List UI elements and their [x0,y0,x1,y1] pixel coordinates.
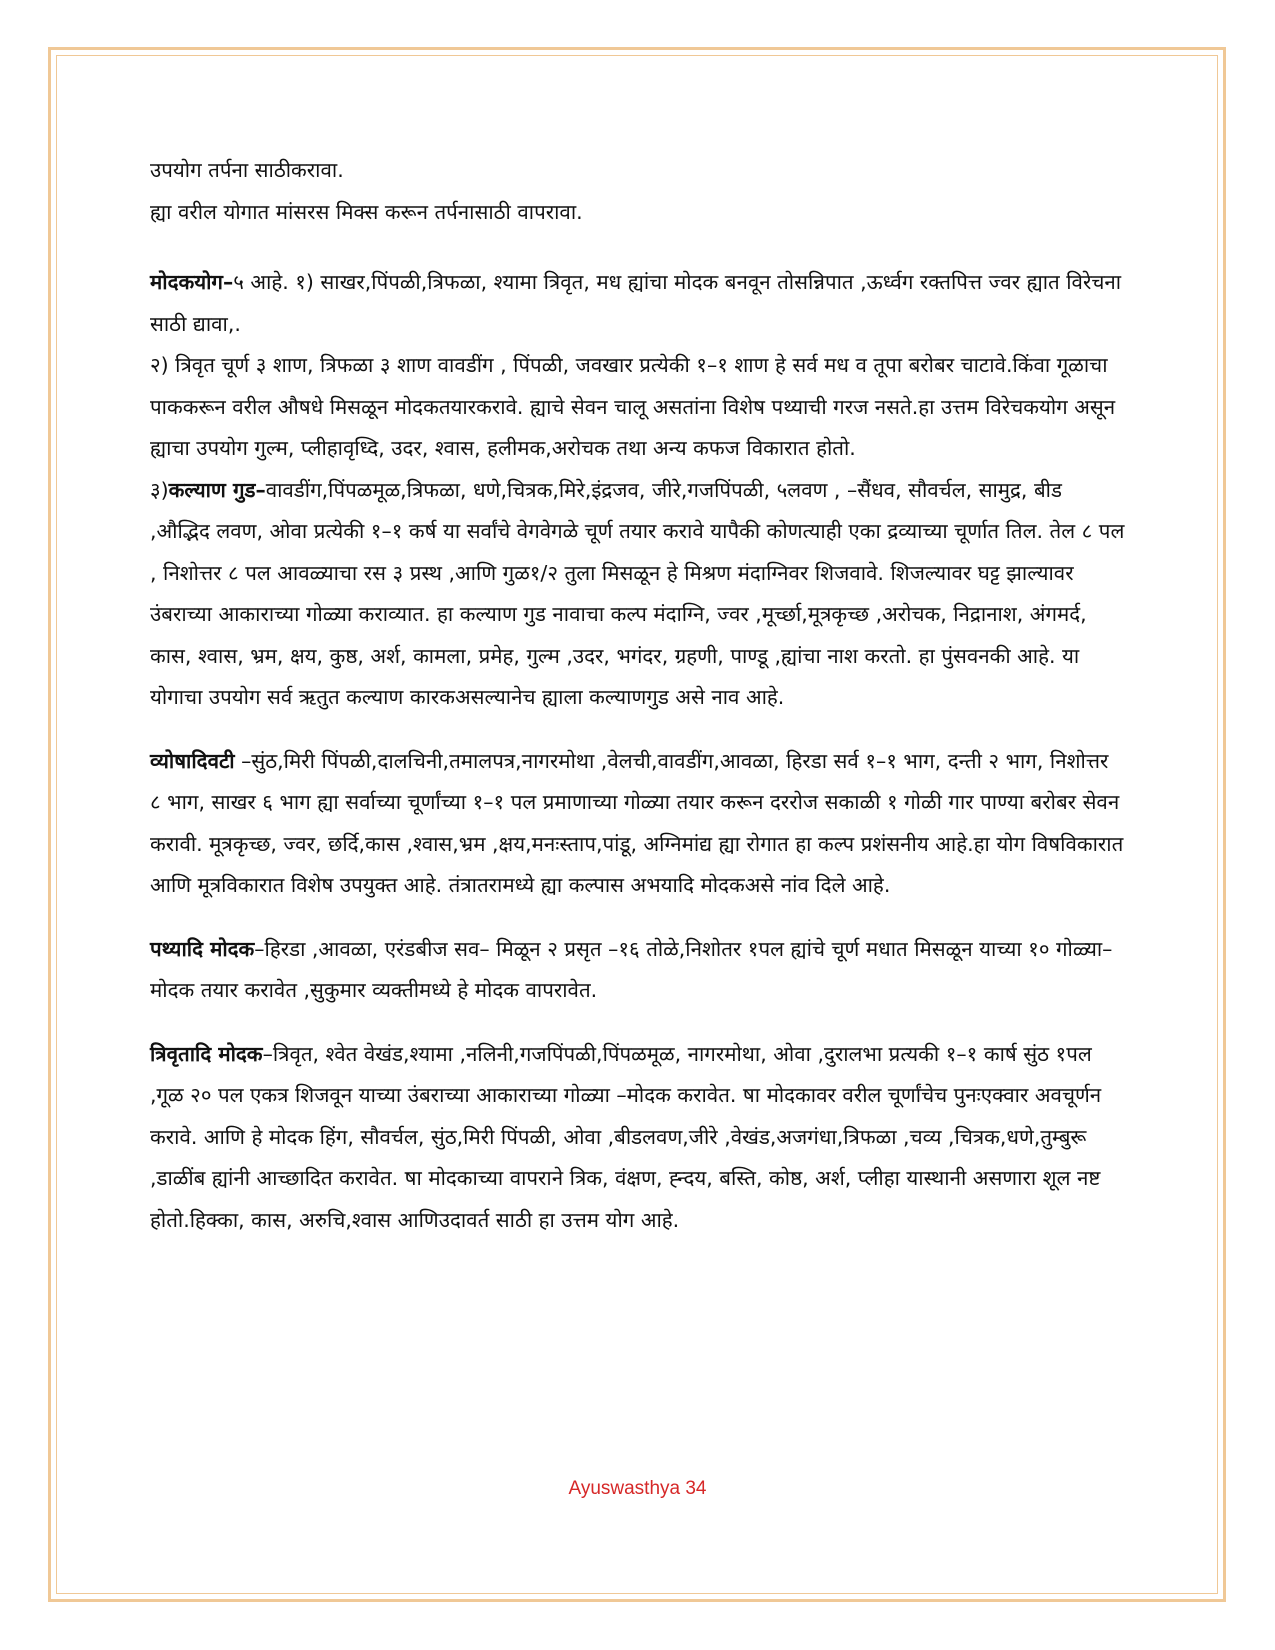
page-footer: Ayuswasthya 34 [568,1478,707,1499]
modak-yog-heading: मोदकयोग– [150,270,234,294]
intro-line-2: ह्या वरील योगात मांसरस मिक्स करून तर्पनासाठी वापरावा. [150,199,583,224]
trivrutadi-text: –त्रिवृत, श्वेत वेखंड,श्यामा ,नलिनी,गजपिंपळी,पिंपळमूळ, नागरमोथा, ओवा ,दुरालभा प्रत्यकी १–१ कार्ष सुंठ १पल ,गूळ २० पल एकत्र शिजवून याच्या उंबराच्या आकाराच्या गोळ्या –मोदक करावेत. षा मोदकावर वरील चूर्णांचेच पुनःएक्वार अवचूर्णन करावे. आणि हे मोदक हिंग, सौवर्चल, सुंठ,मिरी पिंपळी, ओवा ,बीडलवण,जीरे ,वेखंड,अजगंधा,त्रिफळा ,चव्य ,चित्रक,धणे,तुम्बुरू ,डाळींब ह्यांनी आच्छादित करावेत. षा मोदकाच्या वापराने त्रिक, वंक्षण, ह्न्दय, बस्ति, कोष्ठ, अर्श, प्लीहा यास्थानी असणारा शूल नष्ट होतो.हिक्का, कास, अरुचि,श्वास आणिउदावर्त साठी हा उत्तम योग आहे. [150,1041,1102,1232]
modak-yog-text: ५ आहे. १) साखर,पिंपळी,त्रिफळा, श्यामा त्रिवृत, मध ह्यांचा मोदक बनवून तोसन्निपात ,ऊर्ध्वग रक्तपित्त ज्वर ह्यात विरेचना साठी द्यावा,. [150,270,1122,336]
kalyan-gud-number: ३) [150,477,169,502]
modak-yog-item-2: २) त्रिवृत चूर्ण ३ शाण, त्रिफळा ३ शाण वावडींग , पिंपळी, जवखार प्रत्येकी १–१ शाण हे सर्व मध व तूपा बरोबर चाटावे.किंवा गूळाचा पाककरून वरील औषधे मिसळून मोदकतयारकरावे. ह्याचे सेवन चालू असतांना विशेष पथ्याची गरज नसते.हा उत्तम विरेचकयोग असून ह्याचा उपयोग गुल्म, प्लीहावृध्दि, उदर, श्वास, हलीमक,अरोचक तथा अन्य कफज विकारात होतो. [150,353,1116,460]
trivrutadi-paragraph [150,1034,1125,1242]
vyoshadi-heading: व्योषादिवटी [150,748,235,773]
vyoshadi-paragraph [150,741,1125,907]
intro-line-1: उपयोग तर्पना साठीकरावा. [150,158,344,182]
document-body [150,150,1125,1241]
modak-yog-paragraph [150,262,1125,345]
trivrutadi-heading: त्रिवृतादि मोदक [150,1041,263,1066]
pathyadi-text: –हिरडा ,आवळा, एरंडबीज सव– मिळून २ प्रसृत –१६ तोळे,निशोतर १पल ह्यांचे चूर्ण मधात मिसळून याच्या १० गोळ्या– मोदक तयार करावेत ,सुकुमार व्यक्तीमध्ये हे मोदक वापरावेत. [150,936,1113,1002]
kalyan-gud-text: वावडींग,पिंपळमूळ,त्रिफळा, धणे,चित्रक,मिरे,इंद्रजव, जीरे,गजपिंपळी, ५लवण , –सैंधव, सौवर्चल, सामुद्र, बीड ,औद्भिद लवण, ओवा प्रत्येकी १–१ कर्ष या सर्वांचे वेगवेगळे चूर्ण तयार करावे यापैकी कोणत्याही एका द्रव्याच्या चूर्णात तिल. तेल ८ पल , निशोत्तर ८ पल आवळ्याचा रस ३ प्रस्थ ,आणि गुळ१/२ तुला मिसळून हे मिश्रण मंदाग्निवर शिजवावे. शिजल्यावर घट्ट झाल्यावर उंबराच्या आकाराच्या गोळ्या कराव्यात. हा कल्याण गुड नावाचा कल्प मंदाग्नि, ज्वर ,मूर्च्छा,मूत्रकृच्छ ,अरोचक, निद्रानाश, अंगमर्द, कास, श्वास, भ्रम, क्षय, कुष्ठ, अर्श, कामला, प्रमेह, गुल्म ,उदर, भगंदर, ग्रहणी, पाण्डू ,ह्यांचा नाश करतो. हा पुंसवनकी आहे. या योगाचा उपयोग सर्व ऋतुत कल्याण कारकअसल्यानेच ह्याला कल्याणगुड असे नाव आहे. [150,477,1125,709]
kalyan-gud-paragraph [150,470,1125,719]
vyoshadi-text: –सुंठ,मिरी पिंपळी,दालचिनी,तमालपत्र,नागरमोथा ,वेलची,वावडींग,आवळा, हिरडा सर्व १–१ भाग, दन्ती २ भाग, निशोत्तर ८ भाग, साखर ६ भाग ह्या सर्वाच्या चूर्णांच्या १–१ पल प्रमाणाच्या गोळ्या तयार करून दररोज सकाळी १ गोळी गार पाण्या बरोबर सेवन करावी. मूत्रकृच्छ, ज्वर, छर्दि,कास ,श्वास,भ्रम ,क्षय,मनःस्ताप,पांडू, अग्निमांद्य ह्या रोगात हा कल्प प्रशंसनीय आहे.हा योग विषविकारात आणि मूत्रविकारात विशेष उपयुक्त आहे. तंत्रातरामध्ये ह्या कल्पास अभयादि मोदकअसे नांव दिले आहे. [150,748,1124,897]
pathyadi-paragraph [150,929,1125,1012]
pathyadi-heading: पथ्यादि मोदक [150,936,255,961]
kalyan-gud-heading: कल्याण गुड– [168,477,266,502]
